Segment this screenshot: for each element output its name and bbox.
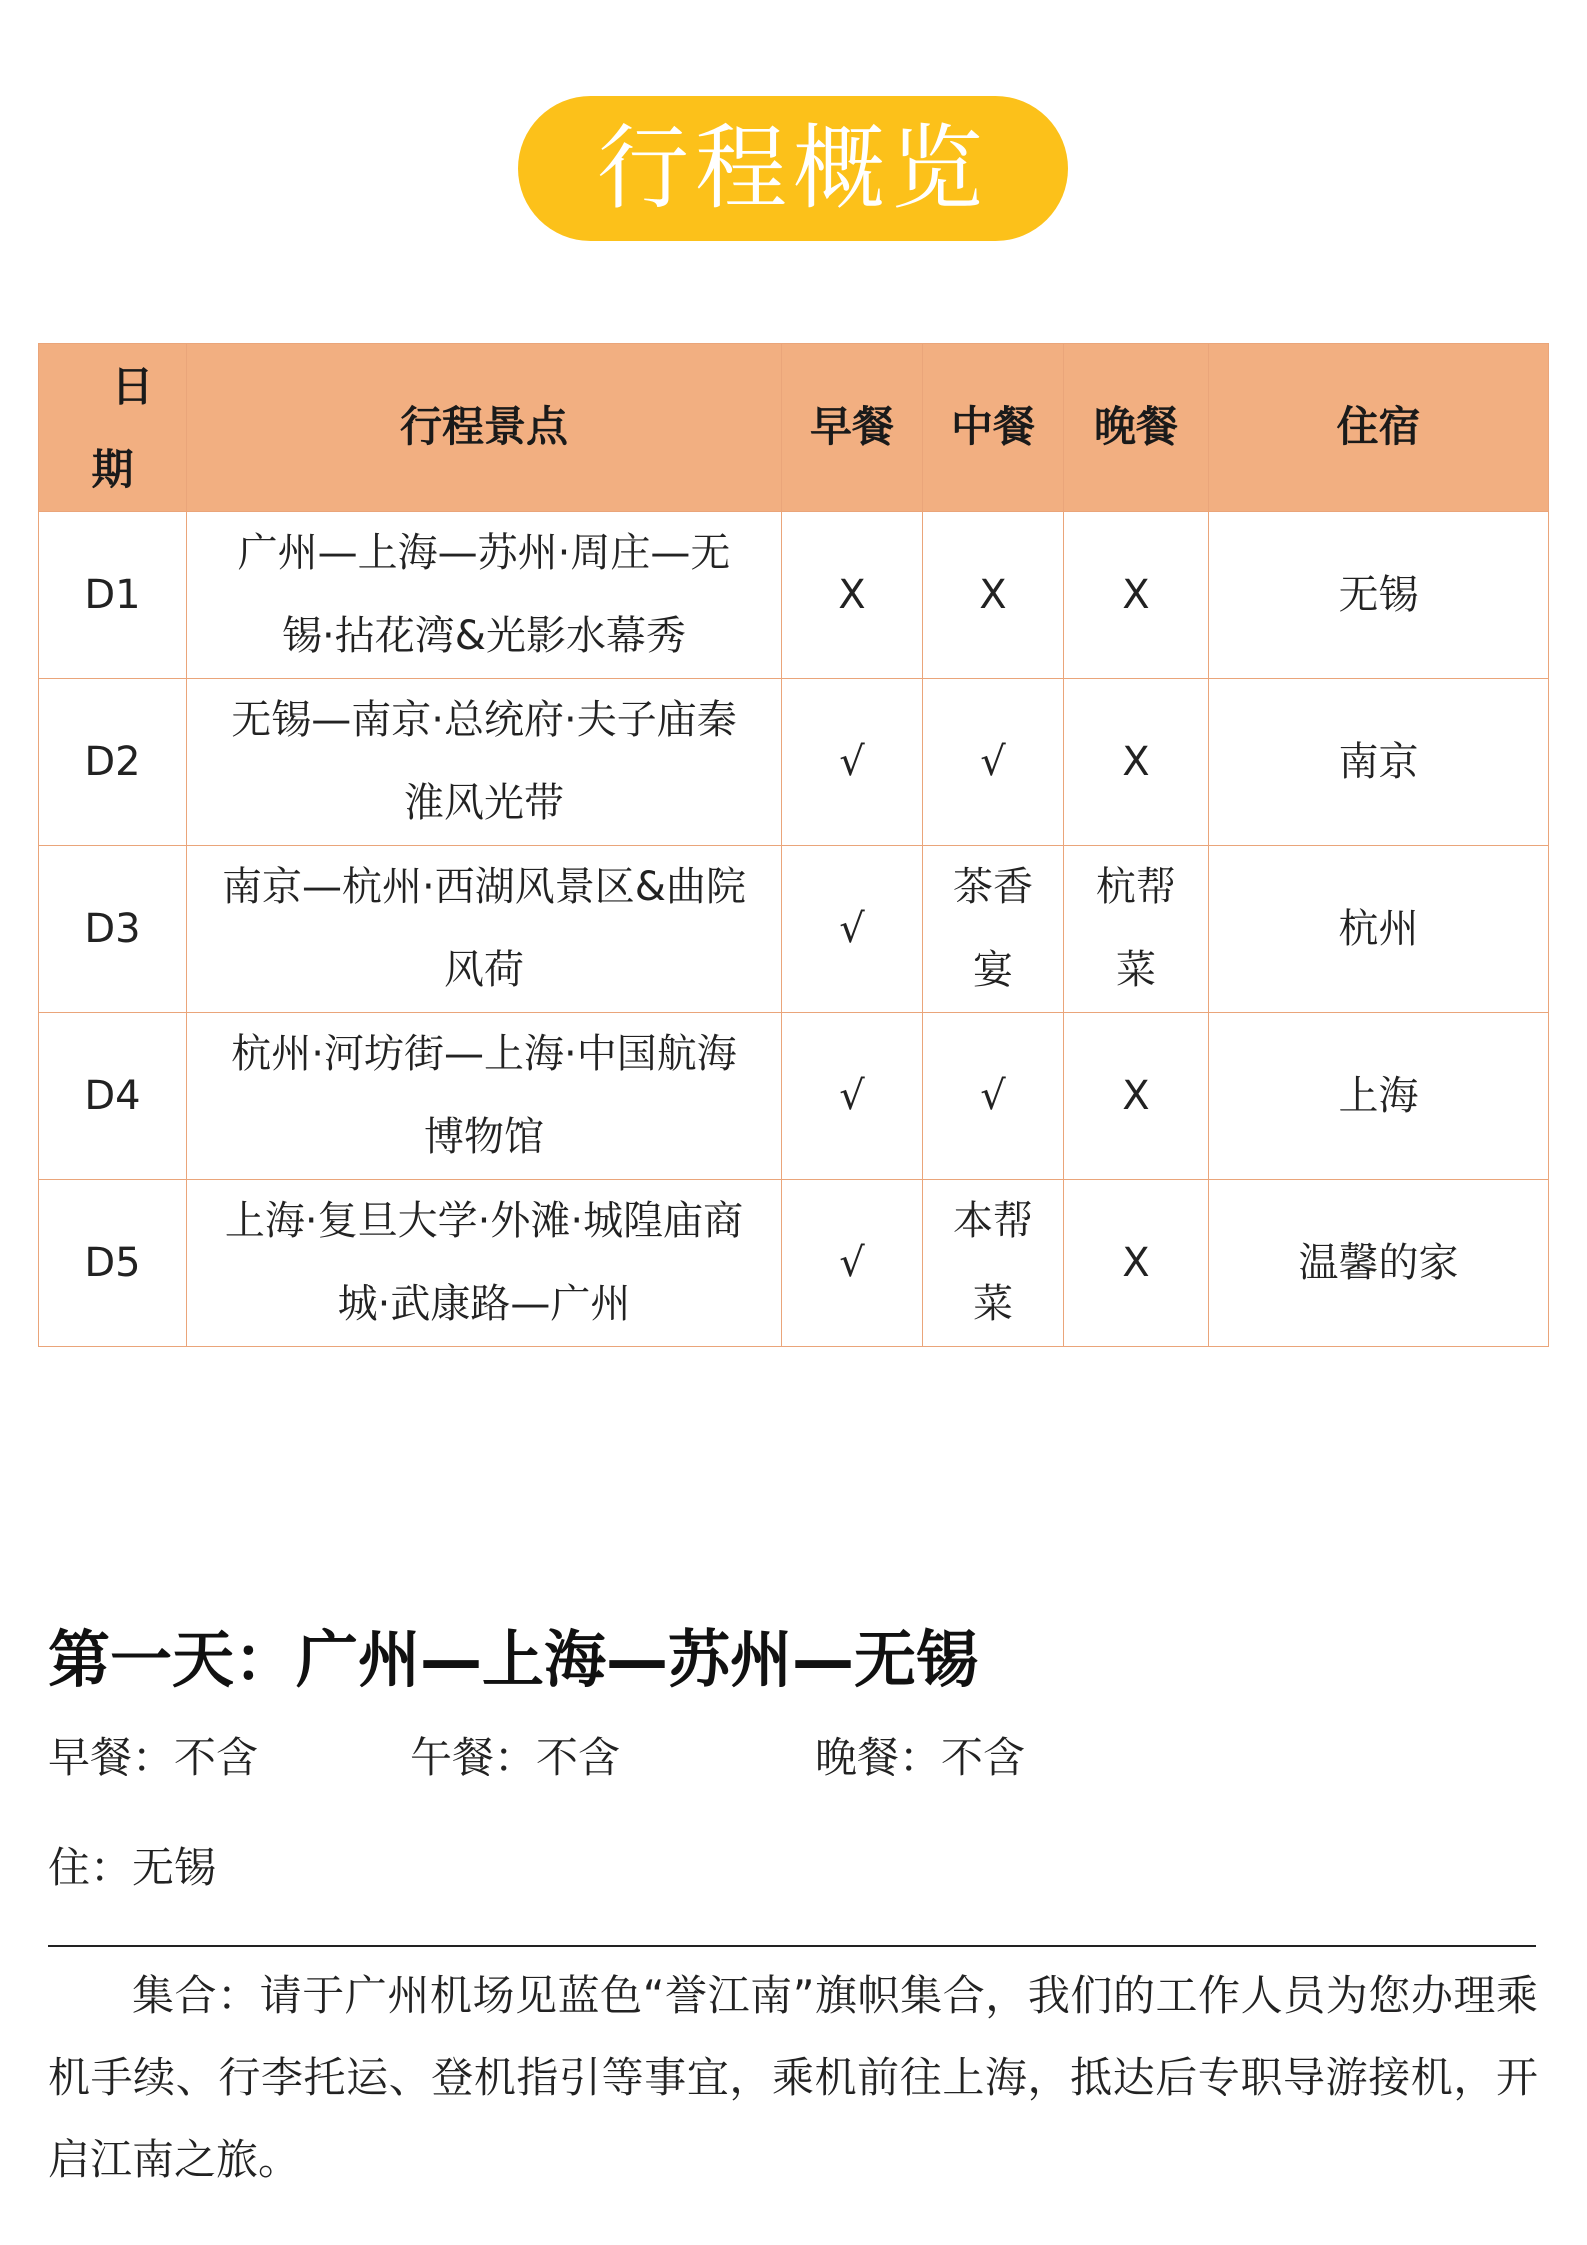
table-row bbox=[39, 846, 1549, 1013]
route-line: 南京—杭州·西湖风景区&曲院 bbox=[222, 864, 746, 910]
cell-route bbox=[187, 1013, 782, 1180]
day1-hotel: 住：无锡 bbox=[48, 1843, 217, 1892]
cell-dinner bbox=[1064, 846, 1209, 1013]
day1-title: 第一天：广州—上海—苏州—无锡 bbox=[48, 1623, 979, 1696]
day1-dinner: 晚餐：不含 bbox=[815, 1733, 1026, 1782]
cell-route bbox=[187, 512, 782, 679]
table-row bbox=[39, 1180, 1549, 1347]
header-day-line2: 期 bbox=[91, 444, 134, 494]
cell-day: D2 bbox=[39, 679, 187, 846]
cell-lunch bbox=[923, 846, 1064, 1013]
cell-hotel: 杭州 bbox=[1209, 846, 1549, 1013]
page-title: 行程概览 bbox=[596, 114, 989, 222]
section-divider bbox=[48, 1945, 1536, 1947]
header-hotel: 住宿 bbox=[1209, 344, 1549, 512]
route-line: 广州—上海—苏州·周庄—无 bbox=[237, 530, 731, 576]
table-row bbox=[39, 512, 1549, 679]
lunch-line: 宴 bbox=[973, 947, 1013, 993]
cell-day: D5 bbox=[39, 1180, 187, 1347]
cell-hotel: 南京 bbox=[1209, 679, 1549, 846]
route-line: 锡·拈花湾&光影水幕秀 bbox=[282, 613, 686, 659]
header-breakfast: 早餐 bbox=[782, 344, 923, 512]
cell-day: D4 bbox=[39, 1013, 187, 1180]
route-line: 杭州·河坊街—上海·中国航海 bbox=[231, 1031, 737, 1077]
header-dinner: 晚餐 bbox=[1064, 344, 1209, 512]
cell-lunch bbox=[923, 1180, 1064, 1347]
table-row bbox=[39, 1013, 1549, 1180]
cell-day: D3 bbox=[39, 846, 187, 1013]
cell-breakfast: √ bbox=[782, 846, 923, 1013]
cell-hotel: 上海 bbox=[1209, 1013, 1549, 1180]
cell-breakfast: X bbox=[782, 512, 923, 679]
cell-lunch: X bbox=[923, 512, 1064, 679]
route-line: 上海·复旦大学·外滩·城隍庙商 bbox=[224, 1198, 744, 1244]
route-line: 博物馆 bbox=[424, 1114, 544, 1160]
cell-breakfast: √ bbox=[782, 1180, 923, 1347]
route-line: 无锡—南京·总统府·夫子庙秦 bbox=[231, 697, 737, 743]
header-lunch: 中餐 bbox=[923, 344, 1064, 512]
page-title-banner bbox=[518, 96, 1068, 241]
header-route: 行程景点 bbox=[187, 344, 782, 512]
cell-breakfast: √ bbox=[782, 1013, 923, 1180]
day1-lunch: 午餐：不含 bbox=[410, 1733, 621, 1782]
cell-day: D1 bbox=[39, 512, 187, 679]
lunch-line: 菜 bbox=[973, 1281, 1013, 1327]
header-day-line1: 日 bbox=[111, 361, 154, 411]
itinerary-table bbox=[38, 343, 1549, 1347]
route-line: 淮风光带 bbox=[404, 780, 564, 826]
cell-route bbox=[187, 1180, 782, 1347]
dinner-line: 菜 bbox=[1116, 947, 1156, 993]
cell-hotel: 温馨的家 bbox=[1209, 1180, 1549, 1347]
cell-dinner: X bbox=[1064, 1013, 1209, 1180]
cell-dinner: X bbox=[1064, 1180, 1209, 1347]
cell-dinner: X bbox=[1064, 679, 1209, 846]
cell-hotel: 无锡 bbox=[1209, 512, 1549, 679]
cell-route bbox=[187, 679, 782, 846]
day1-breakfast: 早餐：不含 bbox=[48, 1733, 259, 1782]
table-header-row bbox=[39, 344, 1549, 512]
cell-route bbox=[187, 846, 782, 1013]
cell-lunch: √ bbox=[923, 1013, 1064, 1180]
cell-breakfast: √ bbox=[782, 679, 923, 846]
lunch-line: 本帮 bbox=[953, 1198, 1033, 1244]
route-line: 城·武康路—广州 bbox=[337, 1281, 631, 1327]
lunch-line: 茶香 bbox=[953, 864, 1033, 910]
header-day bbox=[39, 344, 187, 512]
day1-description: 集合：请于广州机场见蓝色“誉江南”旗帜集合，我们的工作人员为您办理乘机手续、行李托运、登机指引等事宜，乘机前往上海，抵达后专职导游接机，开启江南之旅。 bbox=[48, 1971, 1538, 2184]
route-line: 风荷 bbox=[444, 947, 524, 993]
dinner-line: 杭帮 bbox=[1096, 864, 1176, 910]
cell-lunch: √ bbox=[923, 679, 1064, 846]
table-row bbox=[39, 679, 1549, 846]
cell-dinner: X bbox=[1064, 512, 1209, 679]
